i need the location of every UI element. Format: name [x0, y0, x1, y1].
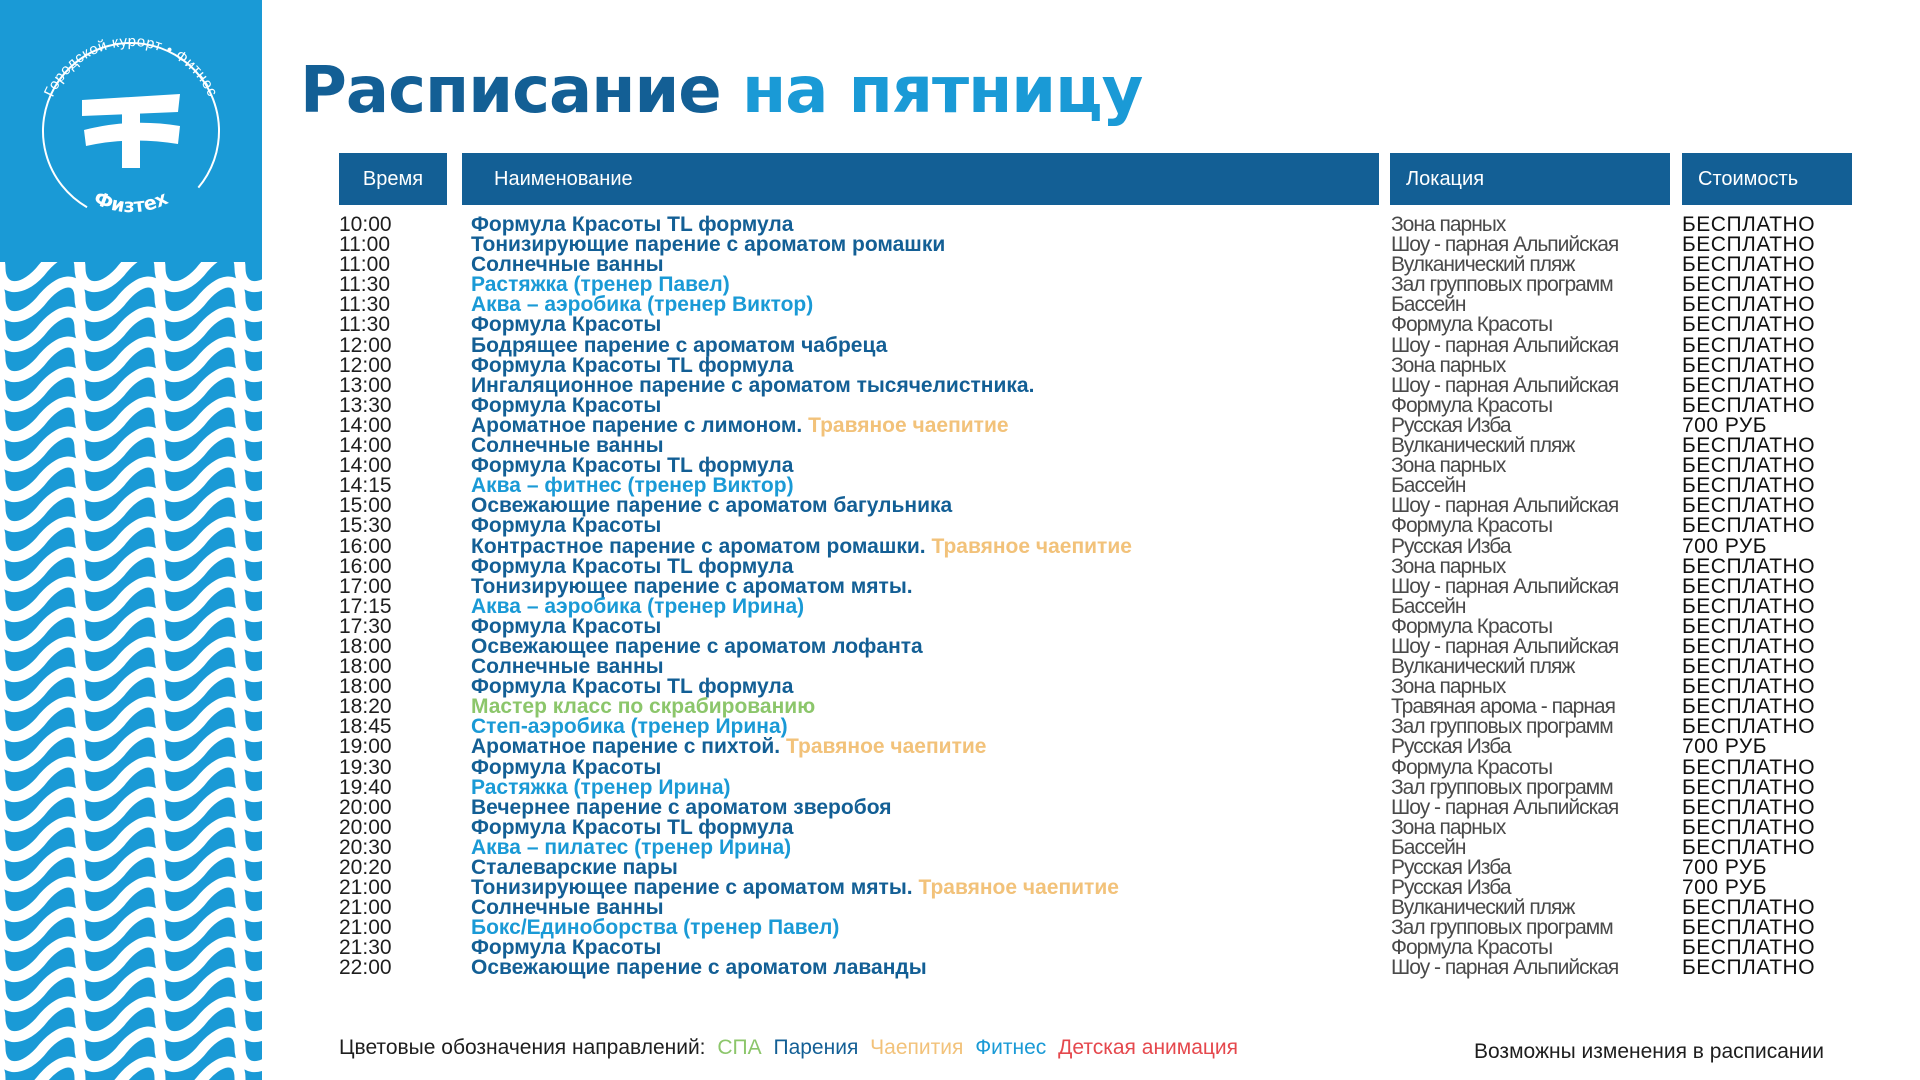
row-time: 21:30: [339, 936, 392, 960]
row-location: Шоу - парная Альпийская: [1391, 233, 1619, 257]
row-location: Зона парных: [1391, 675, 1506, 699]
row-cost: БЕСПЛАТНО: [1682, 253, 1816, 277]
row-cost: БЕСПЛАТНО: [1682, 775, 1816, 799]
row-cost: БЕСПЛАТНО: [1682, 815, 1816, 839]
row-time: 14:00: [339, 434, 392, 458]
table-row: [0, 755, 1920, 779]
table-row: [0, 795, 1920, 819]
table-row: [0, 835, 1920, 859]
row-time: 12:00: [339, 333, 392, 357]
row-time: 12:00: [339, 353, 392, 377]
column-header-name: Наименование: [462, 153, 1379, 205]
row-activity-name: [471, 737, 986, 757]
row-time: 18:20: [339, 695, 392, 719]
row-time: 21:00: [339, 876, 392, 900]
row-location: Формула Красоты: [1391, 514, 1553, 538]
row-cost: БЕСПЛАТНО: [1682, 313, 1816, 337]
row-activity-name: Бокс/Единоборства (тренер Павел): [471, 916, 840, 940]
table-row: [0, 373, 1920, 397]
row-cost: БЕСПЛАТНО: [1682, 514, 1816, 538]
row-location: Зона парных: [1391, 353, 1506, 377]
row-cost: БЕСПЛАТНО: [1682, 233, 1816, 257]
row-activity-text: Ароматное парение с лимоном.: [471, 413, 803, 437]
row-location: Вулканический пляж: [1391, 896, 1575, 920]
table-row: [0, 275, 1920, 295]
row-time: 21:00: [339, 916, 392, 940]
row-cost: 700 РУБ: [1682, 856, 1768, 879]
svg-text:Физтех: [91, 187, 171, 217]
table-row: [0, 413, 1920, 437]
row-activity-name: Формула Красоты TL формула: [471, 554, 794, 578]
row-activity-name: Солнечные ванны: [471, 655, 664, 679]
row-activity-name: Формула Красоты: [471, 614, 662, 638]
row-location: Шоу - парная Альпийская: [1391, 494, 1619, 518]
legend-item: Парения: [773, 1036, 859, 1059]
row-cost: БЕСПЛАТНО: [1682, 333, 1816, 357]
row-cost: БЕСПЛАТНО: [1682, 634, 1816, 658]
row-time: 11:30: [339, 273, 390, 297]
row-location: Зал групповых программ: [1391, 916, 1613, 940]
row-activity-text: Ароматное парение с пихтой.: [471, 735, 781, 759]
row-cost: БЕСПЛАТНО: [1682, 936, 1816, 960]
row-activity-text: Контрастное парение с ароматом ромашки.: [471, 534, 926, 558]
row-cost: 700 РУБ: [1682, 534, 1768, 558]
row-cost: БЕСПЛАТНО: [1682, 273, 1816, 297]
row-activity-name: Сталеварские пары: [471, 856, 678, 879]
row-cost: БЕСПЛАТНО: [1682, 715, 1816, 739]
row-time: 22:00: [339, 956, 392, 980]
row-cost: БЕСПЛАТНО: [1682, 353, 1816, 377]
table-row: [0, 574, 1920, 598]
row-cost: БЕСПЛАТНО: [1682, 655, 1816, 679]
row-cost: БЕСПЛАТНО: [1682, 956, 1816, 980]
legend-item: Фитнес: [975, 1036, 1047, 1059]
row-time: 20:00: [339, 815, 392, 839]
table-row: [0, 315, 1920, 335]
row-location: Травяная арома - парная: [1391, 695, 1615, 719]
row-time: 18:00: [339, 655, 392, 679]
row-location: Вулканический пляж: [1391, 434, 1575, 458]
row-activity-name: Аква – пилатес (тренер Ирина): [471, 835, 792, 859]
column-header-cost: Стоимость: [1682, 153, 1852, 205]
row-cost: БЕСПЛАТНО: [1682, 213, 1816, 236]
table-row: [0, 353, 1920, 377]
table-row: [0, 436, 1920, 456]
row-time: 14:15: [339, 474, 392, 498]
row-cost: БЕСПЛАТНО: [1682, 614, 1816, 638]
legend-items: [712, 1036, 1245, 1059]
table-row: [0, 858, 1920, 878]
table-row: [0, 554, 1920, 578]
row-time: 16:00: [339, 534, 392, 558]
table-row: [0, 737, 1920, 757]
page-title-day: на пятницу: [741, 54, 1143, 128]
row-activity-name: Степ-аэробика (тренер Ирина): [471, 715, 788, 739]
row-cost: БЕСПЛАТНО: [1682, 574, 1816, 598]
row-cost: БЕСПЛАТНО: [1682, 474, 1816, 498]
schedule-table: [0, 215, 1920, 979]
logo-ring-bottom-text: Физтех: [90, 187, 172, 218]
row-activity-name: Мастер класс по скрабированию: [471, 695, 816, 719]
table-row: [0, 215, 1920, 235]
table-row: [0, 938, 1920, 958]
row-activity-name: Ингаляционное парение с ароматом тысячелистника.: [471, 373, 1035, 397]
row-time: 11:30: [339, 293, 390, 317]
table-row: [0, 634, 1920, 658]
table-row: [0, 775, 1920, 799]
row-activity-name: Тонизирующие парение с ароматом ромашки: [471, 233, 946, 257]
row-cost: БЕСПЛАТНО: [1682, 916, 1816, 940]
table-row: [0, 456, 1920, 476]
legend-label: Цветовые обозначения направлений:: [339, 1036, 706, 1059]
row-activity-name: Вечернее парение с ароматом зверобоя: [471, 795, 892, 819]
row-activity-name: Формула Красоты: [471, 393, 662, 417]
legend-item: Детская анимация: [1058, 1036, 1239, 1059]
row-time: 13:30: [339, 393, 392, 417]
table-row: [0, 295, 1920, 315]
row-location: Шоу - парная Альпийская: [1391, 333, 1619, 357]
row-time: 15:30: [339, 514, 392, 538]
column-header-time: Время: [339, 153, 447, 205]
row-cost: БЕСПЛАТНО: [1682, 675, 1816, 699]
row-location: Формула Красоты: [1391, 393, 1553, 417]
row-time: 11:00: [339, 233, 390, 257]
row-activity-name: Формула Красоты TL формула: [471, 213, 794, 236]
table-row: [0, 255, 1920, 275]
row-location: Бассейн: [1391, 293, 1466, 317]
row-location: Зона парных: [1391, 213, 1506, 236]
table-row: [0, 717, 1920, 737]
row-location: Зона парных: [1391, 554, 1506, 578]
row-activity-name: Формула Красоты: [471, 514, 662, 538]
row-time: 17:30: [339, 614, 392, 638]
row-activity-name: Растяжка (тренер Павел): [471, 273, 730, 297]
row-activity-name: [471, 878, 1119, 898]
row-location: Шоу - парная Альпийская: [1391, 956, 1619, 980]
page-title: [300, 48, 1142, 134]
table-row: [0, 958, 1920, 978]
row-time: 19:00: [339, 735, 392, 759]
table-row: [0, 878, 1920, 898]
table-row: [0, 235, 1920, 255]
row-cost: БЕСПЛАТНО: [1682, 835, 1816, 859]
table-row: [0, 697, 1920, 717]
row-time: 10:00: [339, 213, 392, 236]
row-cost: БЕСПЛАТНО: [1682, 896, 1816, 920]
svg-text:Городской курорт • Фитнес: [41, 33, 221, 100]
row-time: 18:45: [339, 715, 392, 739]
schedule-change-note: Возможны изменения в расписании: [1473, 1040, 1824, 1063]
row-location: Русская Изба: [1391, 413, 1511, 437]
row-time: 13:00: [339, 373, 392, 397]
table-row: [0, 496, 1920, 516]
row-location: Формула Красоты: [1391, 755, 1553, 779]
row-activity-name: Формула Красоты: [471, 313, 662, 337]
column-header-location: Локация: [1390, 153, 1670, 205]
row-activity-name: Формула Красоты: [471, 936, 662, 960]
row-time: 19:30: [339, 755, 392, 779]
row-time: 15:00: [339, 494, 392, 518]
row-location: Формула Красоты: [1391, 614, 1553, 638]
row-time: 17:00: [339, 574, 392, 598]
row-time: 20:00: [339, 795, 392, 819]
row-activity-name: Аква – фитнес (тренер Виктор): [471, 474, 794, 498]
row-location: Бассейн: [1391, 474, 1466, 498]
table-row: [0, 393, 1920, 417]
row-activity-name: Солнечные ванны: [471, 434, 664, 458]
row-cost: БЕСПЛАТНО: [1682, 494, 1816, 518]
row-location: Формула Красоты: [1391, 936, 1553, 960]
row-location: Бассейн: [1391, 594, 1466, 618]
row-tea-tag: Травяное чаепитие: [931, 534, 1132, 558]
row-location: Русская Изба: [1391, 876, 1511, 900]
row-location: Вулканический пляж: [1391, 253, 1575, 277]
row-time: 19:40: [339, 775, 392, 799]
row-cost: БЕСПЛАТНО: [1682, 434, 1816, 458]
row-activity-name: Освежающие парение с ароматом лаванды: [471, 956, 927, 980]
row-cost: БЕСПЛАТНО: [1682, 373, 1816, 397]
row-activity-name: Освежающее парение с ароматом лофанта: [471, 634, 923, 658]
row-tea-tag: Травяное чаепитие: [785, 735, 987, 759]
row-activity-name: Формула Красоты: [471, 755, 662, 779]
row-location: Зона парных: [1391, 454, 1506, 478]
table-row: [0, 657, 1920, 677]
row-tea-tag: Травяное чаепитие: [808, 413, 1009, 437]
row-cost: БЕСПЛАТНО: [1682, 454, 1816, 478]
table-row: [0, 918, 1920, 938]
row-location: Зона парных: [1391, 815, 1506, 839]
row-location: Русская Изба: [1391, 534, 1511, 558]
table-row: [0, 534, 1920, 558]
row-activity-name: Растяжка (тренер Ирина): [471, 775, 731, 799]
row-location: Шоу - парная Альпийская: [1391, 634, 1619, 658]
row-time: 17:15: [339, 594, 392, 618]
row-activity-name: Формула Красоты TL формула: [471, 815, 794, 839]
row-activity-name: [471, 413, 1009, 437]
row-activity-name: Освежающие парение с ароматом багульника: [471, 494, 953, 518]
table-row: [0, 898, 1920, 918]
row-location: Русская Изба: [1391, 856, 1511, 879]
row-activity-name: Аква – аэробика (тренер Виктор): [471, 293, 814, 317]
table-row: [0, 815, 1920, 839]
row-location: Зал групповых программ: [1391, 273, 1613, 297]
row-activity-name: Аква – аэробика (тренер Ирина): [471, 594, 805, 618]
table-row: [0, 333, 1920, 357]
row-cost: БЕСПЛАТНО: [1682, 594, 1816, 618]
row-time: 18:00: [339, 634, 392, 658]
row-cost: БЕСПЛАТНО: [1682, 393, 1816, 417]
page-title-main: Расписание: [300, 54, 721, 128]
row-time: 16:00: [339, 554, 392, 578]
row-cost: БЕСПЛАТНО: [1682, 755, 1816, 779]
row-cost: БЕСПЛАТНО: [1682, 695, 1816, 719]
row-location: Вулканический пляж: [1391, 655, 1575, 679]
row-cost: 700 РУБ: [1682, 413, 1768, 437]
row-location: Зал групповых программ: [1391, 715, 1613, 739]
row-location: Шоу - парная Альпийская: [1391, 795, 1619, 819]
row-cost: 700 РУБ: [1682, 735, 1768, 759]
row-time: 20:20: [339, 856, 392, 879]
row-time: 21:00: [339, 896, 392, 920]
table-row: [0, 516, 1920, 536]
row-time: 11:00: [339, 253, 390, 277]
row-activity-name: [471, 534, 1132, 558]
table-row: [0, 677, 1920, 697]
row-activity-name: Солнечные ванны: [471, 253, 664, 277]
row-location: Шоу - парная Альпийская: [1391, 373, 1619, 397]
row-location: Бассейн: [1391, 835, 1466, 859]
row-activity-name: Формула Красоты TL формула: [471, 454, 794, 478]
row-location: Шоу - парная Альпийская: [1391, 574, 1619, 598]
row-cost: 700 РУБ: [1682, 876, 1768, 900]
row-tea-tag: Травяное чаепитие: [918, 876, 1119, 900]
row-cost: БЕСПЛАТНО: [1682, 795, 1816, 819]
logo-ring-top-text: Городской курорт • Фитнес: [40, 32, 222, 100]
color-legend: [339, 1036, 1250, 1060]
legend-item: СПА: [717, 1036, 762, 1059]
row-time: 11:30: [339, 313, 390, 337]
row-activity-name: Формула Красоты TL формула: [471, 675, 794, 699]
row-time: 14:00: [339, 454, 392, 478]
row-activity-name: Бодрящее парение с ароматом чабреца: [471, 333, 888, 357]
row-time: 20:30: [339, 835, 392, 859]
row-activity-name: Формула Красоты TL формула: [471, 353, 794, 377]
row-time: 14:00: [339, 413, 392, 437]
row-cost: БЕСПЛАТНО: [1682, 293, 1816, 317]
table-row: [0, 476, 1920, 496]
legend-item: Чаепития: [870, 1036, 964, 1059]
table-row: [0, 614, 1920, 638]
table-row: [0, 594, 1920, 618]
row-location: Зал групповых программ: [1391, 775, 1613, 799]
row-activity-name: Тонизирующее парение с ароматом мяты.: [471, 574, 913, 598]
row-cost: БЕСПЛАТНО: [1682, 554, 1816, 578]
row-activity-text: Тонизирующее парение с ароматом мяты.: [471, 876, 913, 900]
row-time: 18:00: [339, 675, 392, 699]
row-activity-name: Солнечные ванны: [471, 896, 664, 920]
row-location: Русская Изба: [1391, 735, 1511, 759]
row-location: Формула Красоты: [1391, 313, 1553, 337]
